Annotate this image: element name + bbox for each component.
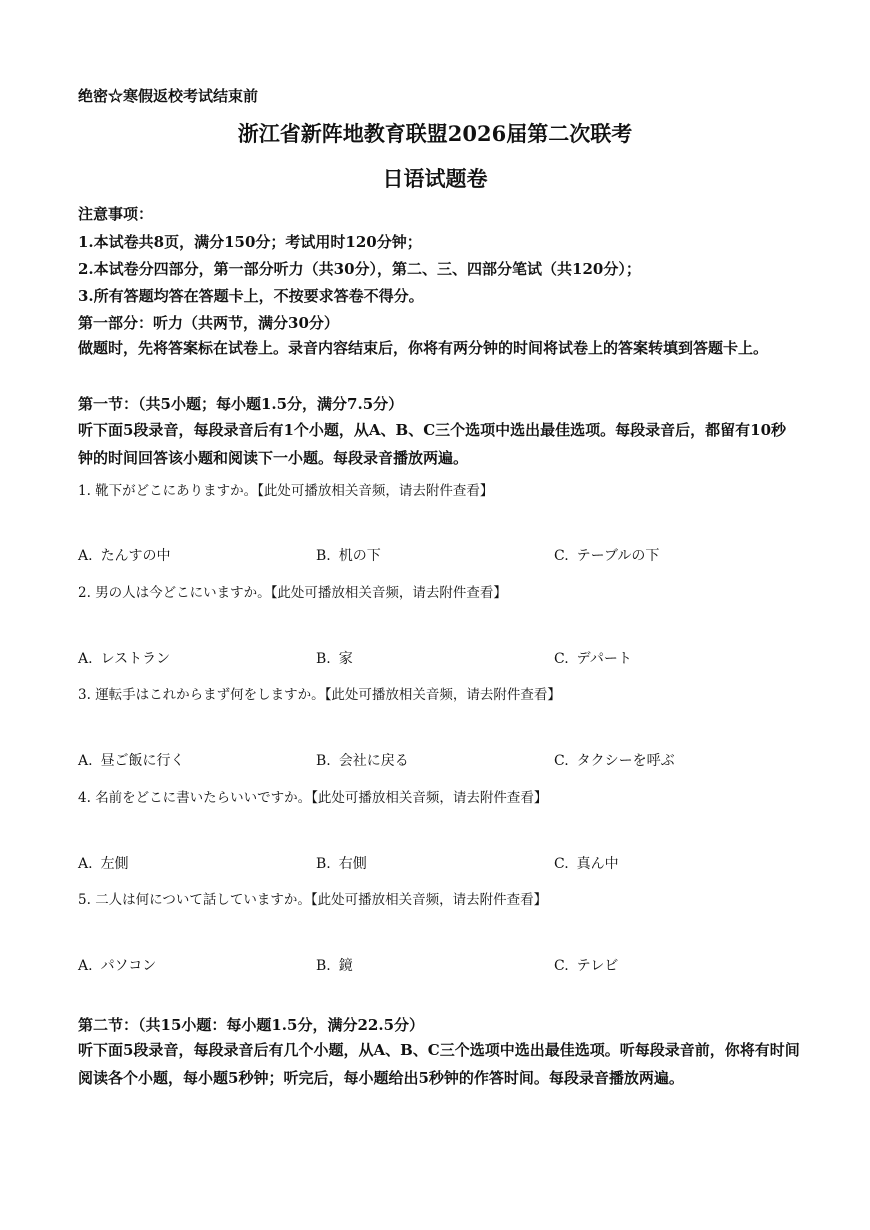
option-c: C. テレビ (554, 958, 619, 974)
part1-instruction: 做题时，先将答案标在试卷上。录音内容结束后，你将有两分钟的时间将试卷上的答案转填到答题卡上。 (78, 339, 769, 357)
option-c: C. 真ん中 (554, 856, 619, 872)
part1-heading: 第一部分：听力（共两节，满分30分） (78, 314, 339, 332)
option-b: B. 鏡 (316, 958, 353, 974)
question-number: 5. (78, 892, 91, 908)
exam-subtitle: 日语试题卷 (382, 166, 488, 191)
question-text: 運転手はこれからまず何をしますか。 (95, 687, 325, 703)
option-b: B. 机の下 (316, 548, 381, 564)
audio-note: 【此处可播放相关音频，请去附件查看】 (311, 790, 548, 806)
question-text: 靴下がどこにありますか。 (95, 483, 258, 499)
question-5 (78, 888, 547, 908)
question-4 (78, 786, 547, 806)
question-text: 名前をどこに書いたらいいですか。 (95, 790, 312, 806)
question-number: 1. (78, 483, 91, 499)
secret-line: 绝密☆寒假返校考试结束前 (78, 87, 259, 105)
notes-item-3: 3.所有答题均答在答题卡上，不按要求答卷不得分。 (78, 287, 424, 305)
option-a: A. 昼ご飯に行く (78, 753, 185, 769)
section1-heading: 第一节：（共5小题；每小题1.5分，满分7.5分） (78, 395, 404, 413)
question-1 (78, 479, 493, 499)
exam-title: 浙江省新阵地教育联盟2026届第二次联考 (237, 121, 633, 146)
question-2 (78, 581, 507, 601)
option-a: A. パソコン (78, 958, 157, 974)
section2-instruction: 听下面5段录音，每段录音后有几个小题，从A、B、C三个选项中选出最佳选项。听每段录音前，你将有时间阅读各个小题，每小题5秒钟；听完后，每小题给出5秒钟的作答时间。每段录音播放两遍。 (78, 1041, 800, 1087)
option-b: B. 会社に戻る (316, 753, 409, 769)
question-number: 2. (78, 585, 91, 601)
option-a: A. たんすの中 (78, 548, 171, 564)
section1-instruction: 听下面5段录音，每段录音后有1个小题，从A、B、C三个选项中选出最佳选项。每段录音后，都留有10秒钟的时间回答该小题和阅读下一小题。每段录音播放两遍。 (78, 421, 787, 467)
audio-note: 【此处可播放相关音频，请去附件查看】 (324, 687, 561, 703)
option-c: C. タクシーを呼ぶ (554, 753, 675, 769)
section2-heading: 第二节：（共15小题：每小题1.5分，满分22.5分） (78, 1016, 425, 1034)
question-number: 4. (78, 790, 91, 806)
question-3 (78, 683, 561, 703)
notes-item-1: 1.本试卷共8页，满分150分；考试用时120分钟； (78, 233, 422, 251)
audio-note: 【此处可播放相关音频，请去附件查看】 (310, 892, 548, 908)
notes-item-2: 2.本试卷分四部分，第一部分听力（共30分），第二、三、四部分笔试（共120分）； (78, 260, 641, 278)
option-c: C. テーブルの下 (554, 548, 660, 564)
audio-note: 【此处可播放相关音频，请去附件查看】 (257, 483, 494, 499)
notes-heading: 注意事项： (78, 205, 154, 223)
option-c: C. デパート (554, 651, 632, 667)
option-a: A. レストラン (78, 651, 171, 667)
option-b: B. 右側 (316, 856, 367, 872)
option-a: A. 左側 (78, 856, 129, 872)
question-text: 二人は何について話していますか。 (95, 892, 311, 908)
option-b: B. 家 (316, 651, 353, 667)
question-number: 3. (78, 687, 91, 703)
audio-note: 【此处可播放相关音频，请去附件查看】 (270, 585, 507, 601)
question-text: 男の人は今どこにいますか。 (95, 585, 271, 601)
